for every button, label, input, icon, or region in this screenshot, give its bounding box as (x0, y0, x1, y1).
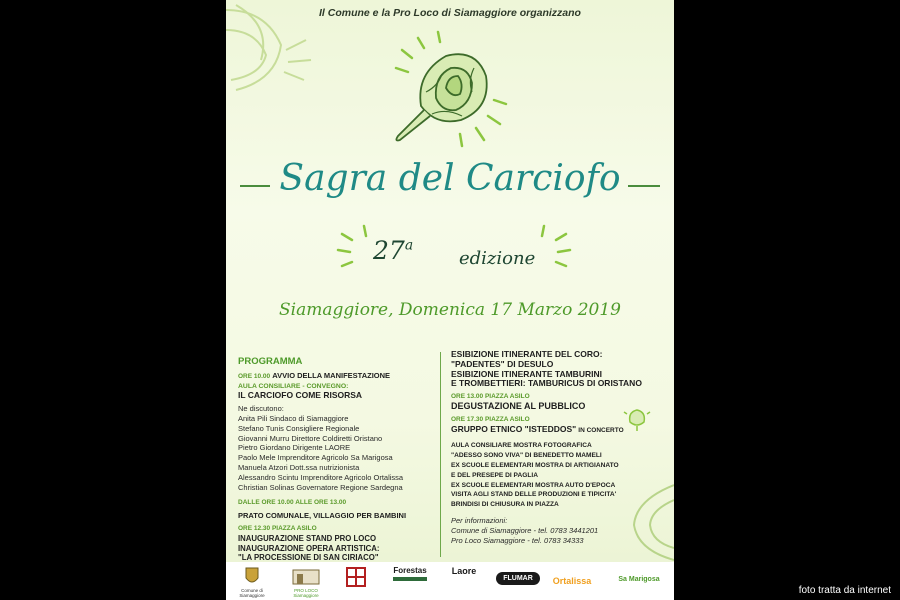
time-label: ORE 13.00 PIAZZA ASILO (451, 393, 530, 401)
sponsor-logo (614, 566, 664, 583)
event-start: AVVIO DELLA MANIFESTAZIONE (272, 370, 391, 380)
speaker: Manuela Atzori Dott.ssa nutrizionista (238, 462, 360, 472)
edition-ordinal: a (404, 237, 414, 254)
speaker: Anita Pili Sindaco di Siamaggiore (238, 413, 349, 423)
time-label: ORE 17.30 PIAZZA ASILO (451, 415, 530, 423)
organizers-line: Il Comune e la Pro Loco di Siamaggiore organizzano (319, 7, 581, 19)
sponsor-label: Comune di Siamaggiore (239, 588, 265, 598)
extra-event: EX SCUOLE ELEMENTARI MOSTRA AUTO D'EPOCA (451, 481, 616, 489)
speaker: Giovanni Murru Direttore Coldiretti Oristano (238, 433, 383, 443)
prato-event: PRATO COMUNALE, VILLAGGIO PER BAMBINI (238, 511, 407, 521)
sponsor-label: Forestas (393, 566, 427, 575)
title-right-bar (628, 185, 660, 187)
sponsor-logo (288, 566, 324, 598)
speaker: Christian Solinas Governatore Regione Sardegna (238, 482, 403, 492)
sponsor-label: Ortalissa (552, 576, 592, 586)
poster (226, 0, 674, 600)
coat-of-arms-icon (244, 566, 260, 586)
aula-label: AULA CONSILIARE - CONVEGNO: (238, 382, 349, 390)
conference-topic: IL CARCIOFO COME RISORSA (238, 390, 363, 401)
sponsor-logo (496, 566, 540, 585)
tasting-event: DEGUSTAZIONE AL PUBBLICO (451, 400, 586, 411)
choir-event: ESIBIZIONE ITINERANTE DEL CORO: (451, 349, 603, 359)
forestas-mark-icon (393, 575, 427, 585)
extra-event: BRINDISI DI CHIUSURA IN PIAZZA (451, 501, 559, 509)
inauguration-opera: INAUGURAZIONE OPERA ARTISTICA: (238, 543, 380, 553)
event-date: Siamaggiore, Domenica 17 Marzo 2019 (279, 300, 621, 320)
speaker: Alessandro Scintu Imprenditore Agricolo Ortalissa (238, 472, 404, 482)
edition-number (373, 236, 413, 265)
info-label: Per informazioni: (451, 515, 508, 525)
info-proloco: Pro Loco Siamaggiore - tel. 0783 34333 (451, 535, 584, 545)
opera-title: "LA PROCESSIONE DI SAN CIRIACO" (238, 553, 379, 563)
group-event: GRUPPO ETNICO "ISTEDDOS" (451, 423, 577, 434)
artichoke-icon (376, 28, 521, 153)
time-label: ORE 10.00 (238, 372, 271, 380)
event-title: Sagra del Carciofo (279, 158, 621, 199)
program-heading: PROGRAMMA (238, 356, 303, 367)
drums-event: ESIBIZIONE ITINERANTE TAMBURINI (451, 368, 602, 379)
sponsor-label: Sa Marigosa (618, 576, 660, 583)
inauguration-stand: INAUGURAZIONE STAND PRO LOCO (238, 533, 377, 543)
program-left-column (238, 357, 443, 563)
extra-event: AULA CONSILIARE MOSTRA FOTOGRAFICA (451, 442, 592, 450)
speaker: Stefano Tunis Consigliere Regionale (238, 423, 360, 433)
sardinia-region-icon (345, 566, 367, 588)
pro-loco-logo-icon (291, 566, 321, 586)
sponsors-strip (226, 562, 674, 600)
sponsor-label: FLUMAR (496, 572, 540, 585)
concert-label: IN CONCERTO (578, 426, 624, 434)
sponsor-logo (338, 566, 374, 590)
info-comune: Comune di Siamaggiore - tel. 0783 3441201 (451, 525, 599, 535)
small-artichoke-icon (622, 406, 652, 432)
time-label: ORE 12.30 PIAZZA ASILO (238, 524, 317, 532)
sun-rays-decoration (334, 222, 574, 282)
edition-word: edizione (459, 248, 536, 269)
extra-event: "ADESSO SONO VIVA" DI BENEDETTO MAMELI (451, 452, 602, 460)
sponsor-logo (444, 566, 484, 576)
drums-name: E TROMBETTIERI: TAMBURICUS DI ORISTANO (451, 378, 642, 389)
program-right-column (451, 350, 666, 545)
edition-digits: 27 (373, 236, 405, 265)
speaker: Pietro Giordano Dirigente LAORE (238, 443, 351, 453)
sponsor-label: Laore (451, 566, 477, 576)
extra-event: EX SCUOLE ELEMENTARI MOSTRA DI ARTIGIANATO (451, 461, 619, 469)
sponsor-logo (234, 566, 270, 598)
discuss-label: Ne discutono: (238, 404, 284, 414)
sponsor-label: PRO LOCO Siamaggiore (293, 588, 319, 598)
column-divider (440, 352, 441, 557)
title-left-bar (240, 185, 270, 187)
sponsor-logo (548, 566, 596, 586)
sponsor-logo (390, 566, 430, 587)
photo-credit: foto tratta da internet (796, 584, 894, 597)
extra-event: E DEL PRESEPE DI PAGLIA (451, 471, 538, 479)
time-label: DALLE ORE 10.00 ALLE ORE 13.00 (238, 499, 347, 507)
speaker: Paolo Mele Imprenditore Agricolo Sa Marigosa (238, 453, 393, 463)
extra-event: VISITA AGLI STAND DELLE PRODUZIONI E TIPICITA' (451, 491, 617, 499)
choir-name: "PADENTES" DI DESULO (451, 358, 554, 369)
